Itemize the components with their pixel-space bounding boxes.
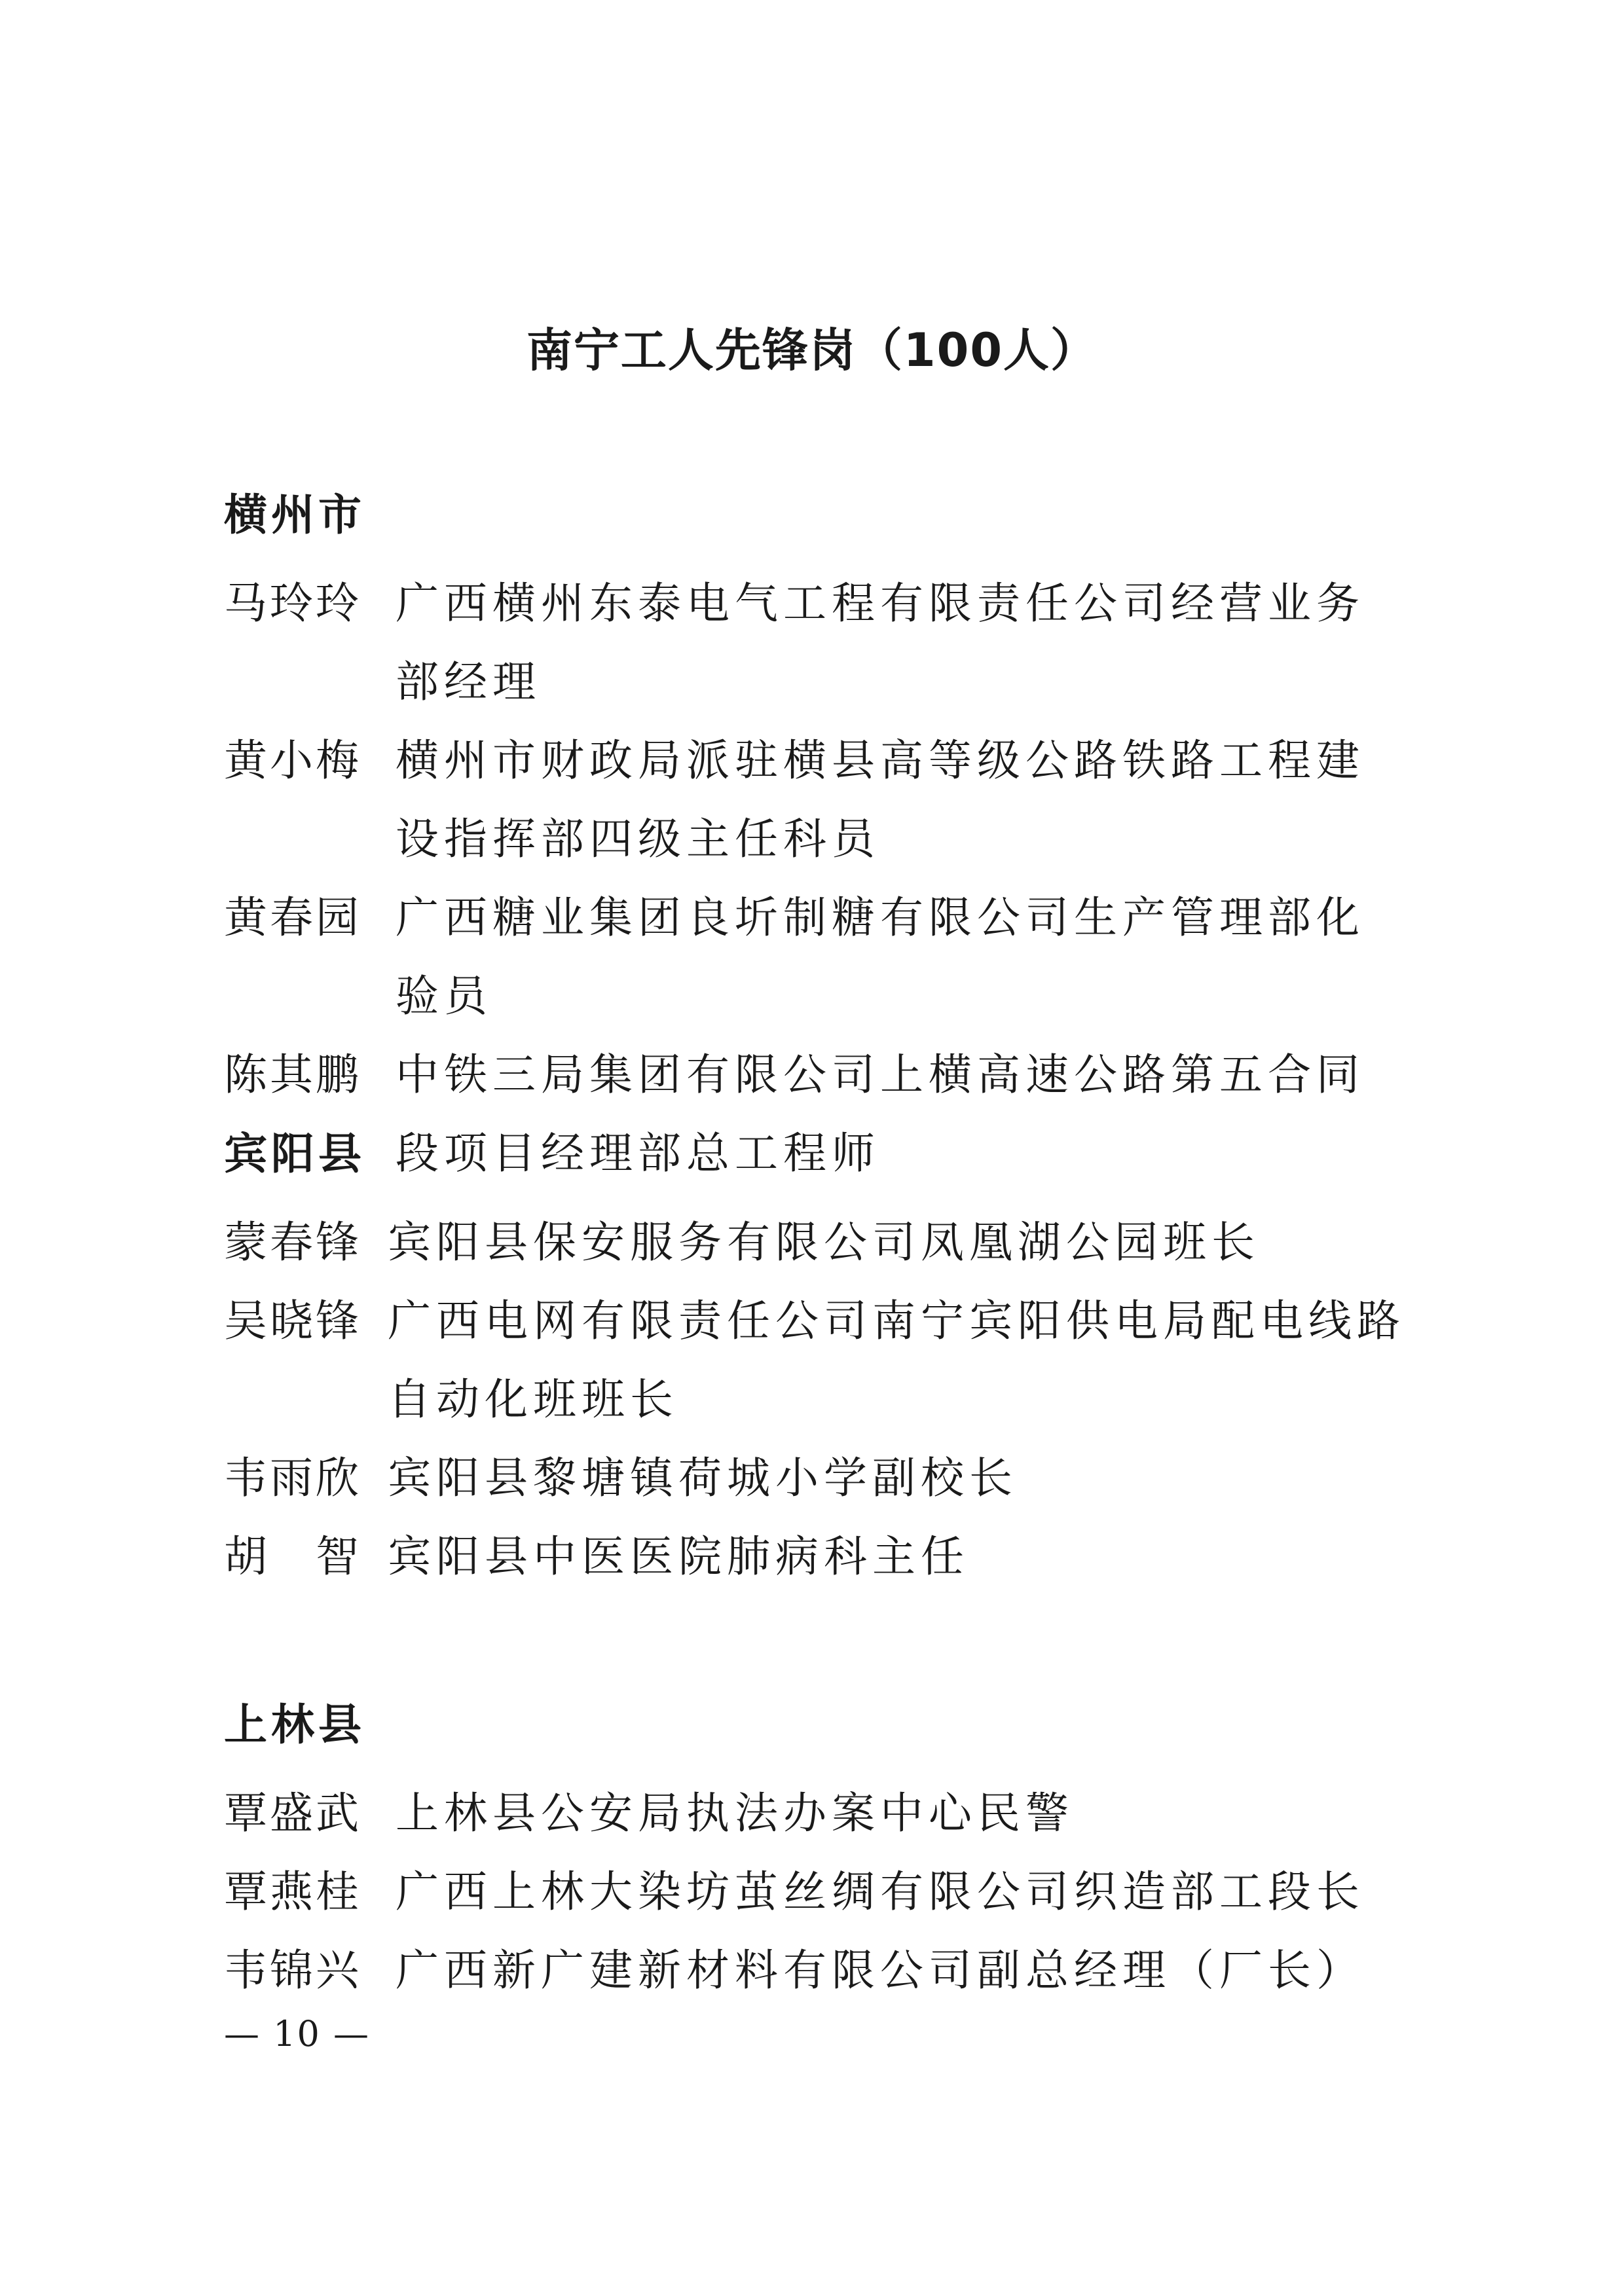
section-heading: 宾阳县 xyxy=(224,1129,365,1179)
list-item xyxy=(224,564,1409,721)
person-name: 韦锦兴 xyxy=(224,1945,361,1995)
person-position: 广西电网有限责任公司南宁宾阳供电局配电线路自动化班班长 xyxy=(388,1296,1405,1425)
person-position: 中铁三局集团有限公司上横高速公路第五合同段项目经理部总工程师 xyxy=(396,1049,1365,1178)
person-position: 横州市财政局派驻横县高等级公路铁路工程建设指挥部四级主任科员 xyxy=(396,735,1365,864)
person-position: 宾阳县中医医院肺病科主任 xyxy=(388,1531,969,1582)
person-position: 广西横州东泰电气工程有限责任公司经营业务部经理 xyxy=(396,578,1365,707)
list-item xyxy=(224,1439,1409,1518)
list-item xyxy=(224,1203,1409,1282)
list-item xyxy=(224,1853,1409,1931)
list-item xyxy=(224,1931,1409,2010)
person-name: 覃燕桂 xyxy=(224,1867,361,1917)
list-item xyxy=(224,1774,1409,1853)
person-name: 覃盛武 xyxy=(224,1788,361,1838)
section-heading: 上林县 xyxy=(224,1700,365,1750)
person-name: 陈其鹏 xyxy=(224,1049,361,1100)
person-name: 胡 智 xyxy=(224,1531,361,1582)
page-title: 南宁工人先锋岗（100人） xyxy=(526,323,1098,377)
section-heading: 横州市 xyxy=(224,490,365,540)
section-shanglin xyxy=(224,1696,1409,2010)
list-item xyxy=(224,1518,1409,1596)
person-name: 蒙春锋 xyxy=(224,1217,361,1267)
person-position: 上林县公安局执法办案中心民警 xyxy=(396,1788,1074,1838)
person-position: 广西糖业集团良圻制糖有限公司生产管理部化验员 xyxy=(396,892,1365,1021)
list-item xyxy=(224,721,1409,879)
person-name: 马玲玲 xyxy=(224,578,361,629)
person-position: 宾阳县保安服务有限公司凤凰湖公园班长 xyxy=(388,1217,1260,1267)
person-position: 广西上林大染坊茧丝绸有限公司织造部工段长 xyxy=(396,1867,1365,1917)
person-name: 韦雨欣 xyxy=(224,1453,361,1503)
page-number: — 10 — xyxy=(224,2013,371,2054)
person-name: 黄小梅 xyxy=(224,735,361,786)
section-binyang xyxy=(224,1125,1409,1596)
person-name: 吴晓锋 xyxy=(224,1296,361,1346)
list-item xyxy=(224,879,1409,1036)
section-hengzhou xyxy=(224,486,1409,1193)
person-name: 黄春园 xyxy=(224,892,361,943)
list-item xyxy=(224,1282,1409,1439)
person-position: 广西新广建新材料有限公司副总经理（厂长） xyxy=(396,1945,1365,1995)
person-position: 宾阳县黎塘镇荷城小学副校长 xyxy=(388,1453,1018,1503)
